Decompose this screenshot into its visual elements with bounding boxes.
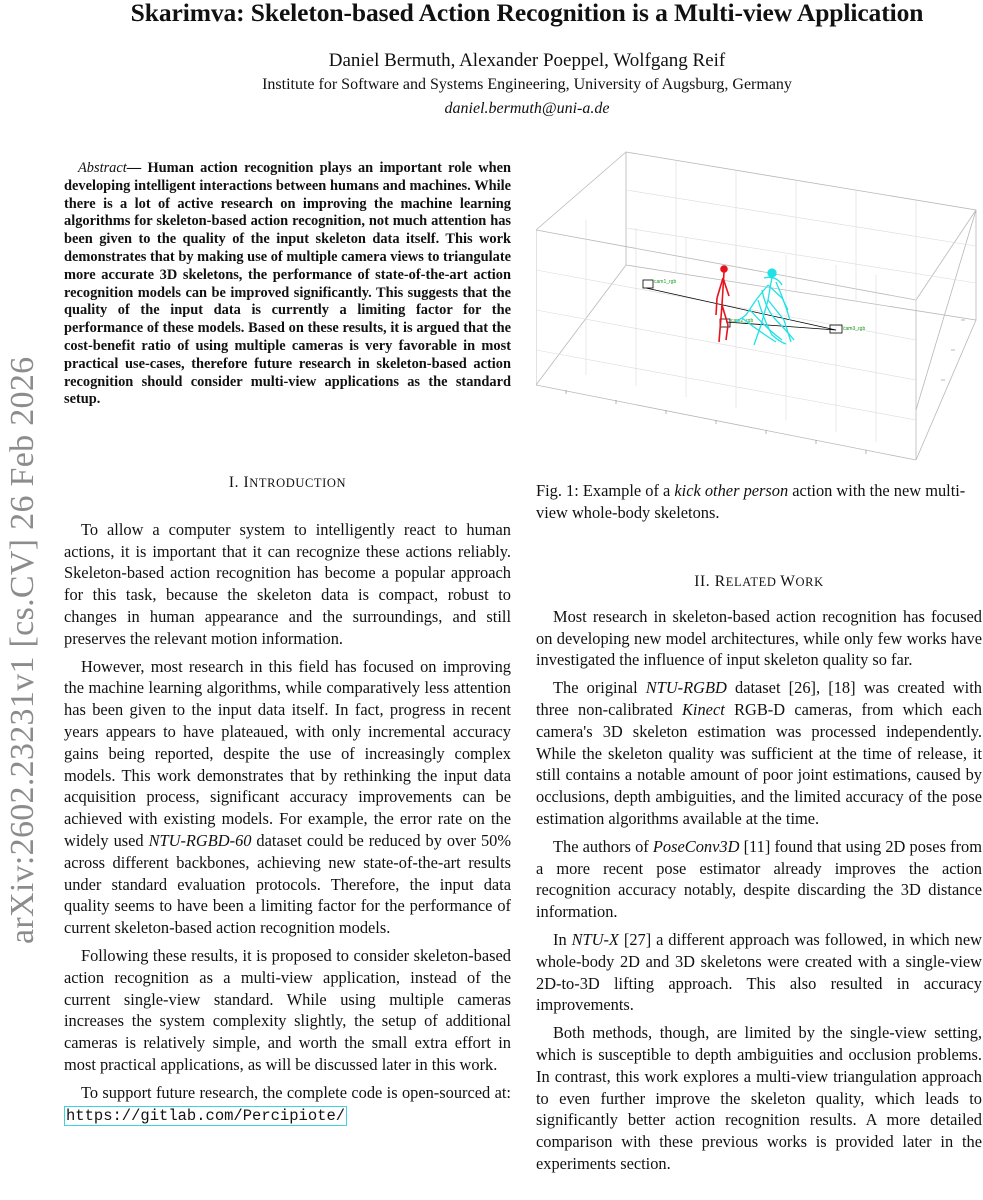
related-paragraph-5: Both methods, though, are limited by the single-view setting, which is susceptible to depth ambiguities and occlusion problems. In contrast, this work explores a multi-view triangulation approach to even further improve the skeleton quality, which leads to significantly better action recognition results. A more detailed comparison with these previous works is provided later in the experiments section. xyxy=(536,1023,982,1173)
svg-text:cam3_rgb: cam3_rgb xyxy=(843,326,866,332)
intro-paragraph-4: To support future research, the complete code is open-sourced at: https://gitlab.com/Percipiote/ xyxy=(66,1082,511,1125)
affiliation: Institute for Software and Systems Engineering, University of Augsburg, Germany xyxy=(262,76,792,93)
author-email[interactable]: daniel.bermuth@uni-a.de xyxy=(444,100,610,117)
related-paragraph-4: In NTU-X [27] a different approach was followed, in which new whole-body 2D and 3D skeletons were created with a single-view 2D-to-3D lifting approach. This also resulted in accuracy improvements. xyxy=(536,929,982,1015)
intro-paragraph-3: Following these results, it is proposed to consider skeleton-based action recognition as a multi-view application, instead of the current single-view standard. While using multiple cameras increases the system complexity slightly, the setup of additional cameras is relatively simple, and worth the small extra effort in most practical applications, as will be discussed later in this work. xyxy=(64,945,511,1074)
abstract xyxy=(64,160,511,409)
related-work-heading: II. RELATED WORK xyxy=(694,573,824,590)
abstract-label: Abstract xyxy=(78,160,127,176)
introduction-heading: I. INTRODUCTION xyxy=(228,474,347,491)
related-paragraph-1: Most research in skeleton-based action recognition has focused on developing new model architectures, while only few works have investigated the influence of input skeleton quality so far. xyxy=(536,606,982,670)
intro-paragraph-1: To allow a computer system to intelligently react to human actions, it is important that it can recognize these actions reliably. Skeleton-based action recognition has become a popular approach for this task, because the skeleton data is compact, robust to changes in human appearance and the surroundings, and still preserves the relevant motion information. xyxy=(64,519,511,648)
axis-ticks xyxy=(566,320,965,454)
camera-marker-3 xyxy=(830,325,865,333)
svg-text:cam1_rgb: cam1_rgb xyxy=(654,279,677,285)
camera-marker-1 xyxy=(643,279,676,288)
code-repository-link[interactable]: https://gitlab.com/Percipiote/ xyxy=(66,1106,346,1125)
related-paragraph-2: The original NTU-RGBD dataset [26], [18] was created with three non-calibrated Kinect RGB-D cameras, from which each camera's 3D skeleton estimation was processed independently. While the skeleton quality was sufficient at the time of release, it still contains a notable amount of poor joint estimations, caused by occlusions, depth ambiguities, and the limited accuracy of the pose estimation algorithms available at the time. xyxy=(536,678,982,828)
arxiv-sidebar-stamp: arXiv:2602.23231v1 [cs.CV] 26 Feb 2026 xyxy=(4,356,41,944)
abstract-text: — Human action recognition plays an important role when developing intelligent interactions between humans and machines. While there is a lot of active research on improving the machine learning algorithms for skeleton-based action recognition, not much attention has been given to the quality of the input skeleton data itself. This work demonstrates that by making use of multiple camera views to triangulate more accurate 3D skeletons, the performance of state-of-the-art action recognition models can be improved significantly. This suggests that the quality of the input data is currently a limiting factor for the performance of these models. Based on these results, it is argued that the cost-benefit ratio of using multiple cameras is very favorable in most practical use-cases, therefore future research in skeleton-based action recognition should consider multi-view applications as the standard setup. xyxy=(64,160,511,408)
figure-1-skeleton-plot xyxy=(536,150,982,468)
author-list: Daniel Bermuth, Alexander Poeppel, Wolfgang Reif xyxy=(328,50,726,71)
introduction-section xyxy=(64,472,511,1133)
skeleton-person-cyan xyxy=(736,269,794,345)
related-work-section xyxy=(536,571,982,1181)
skeleton-3d-scene xyxy=(536,150,982,468)
related-paragraph-3: The authors of PoseConv3D [11] found that using 2D poses from a more recent pose estimator already improves the action recognition accuracy notably, despite discarding the 3D distance information. xyxy=(536,836,982,922)
paper-title: Skarimva: Skeleton-based Action Recognition is a Multi-view Application xyxy=(130,0,924,27)
figure-1-caption: Fig. 1: Example of a kick other person action with the new multi-view whole-body skeletons. xyxy=(536,481,966,522)
svg-text:cam2_rgb: cam2_rgb xyxy=(731,318,754,324)
intro-paragraph-2: However, most research in this field has focused on improving the machine learning algorithms, while comparatively less attention has been given to the input data itself. In fact, progress in recent years appears to have plateaued, with only incremental accuracy gains being reported, despite the use of increasingly complex models. This work demonstrates that by rethinking the input data acquisition process, significant accuracy improvements can be achieved with existing models. For example, the error rate on the widely used NTU-RGBD-60 dataset could be reduced by over 50% across different backbones, achieving new state-of-the-art results under standard evaluation protocols. Therefore, the input data quality seems to have been a limiting factor for the performance of current skeleton-based action recognition models. xyxy=(64,656,511,938)
